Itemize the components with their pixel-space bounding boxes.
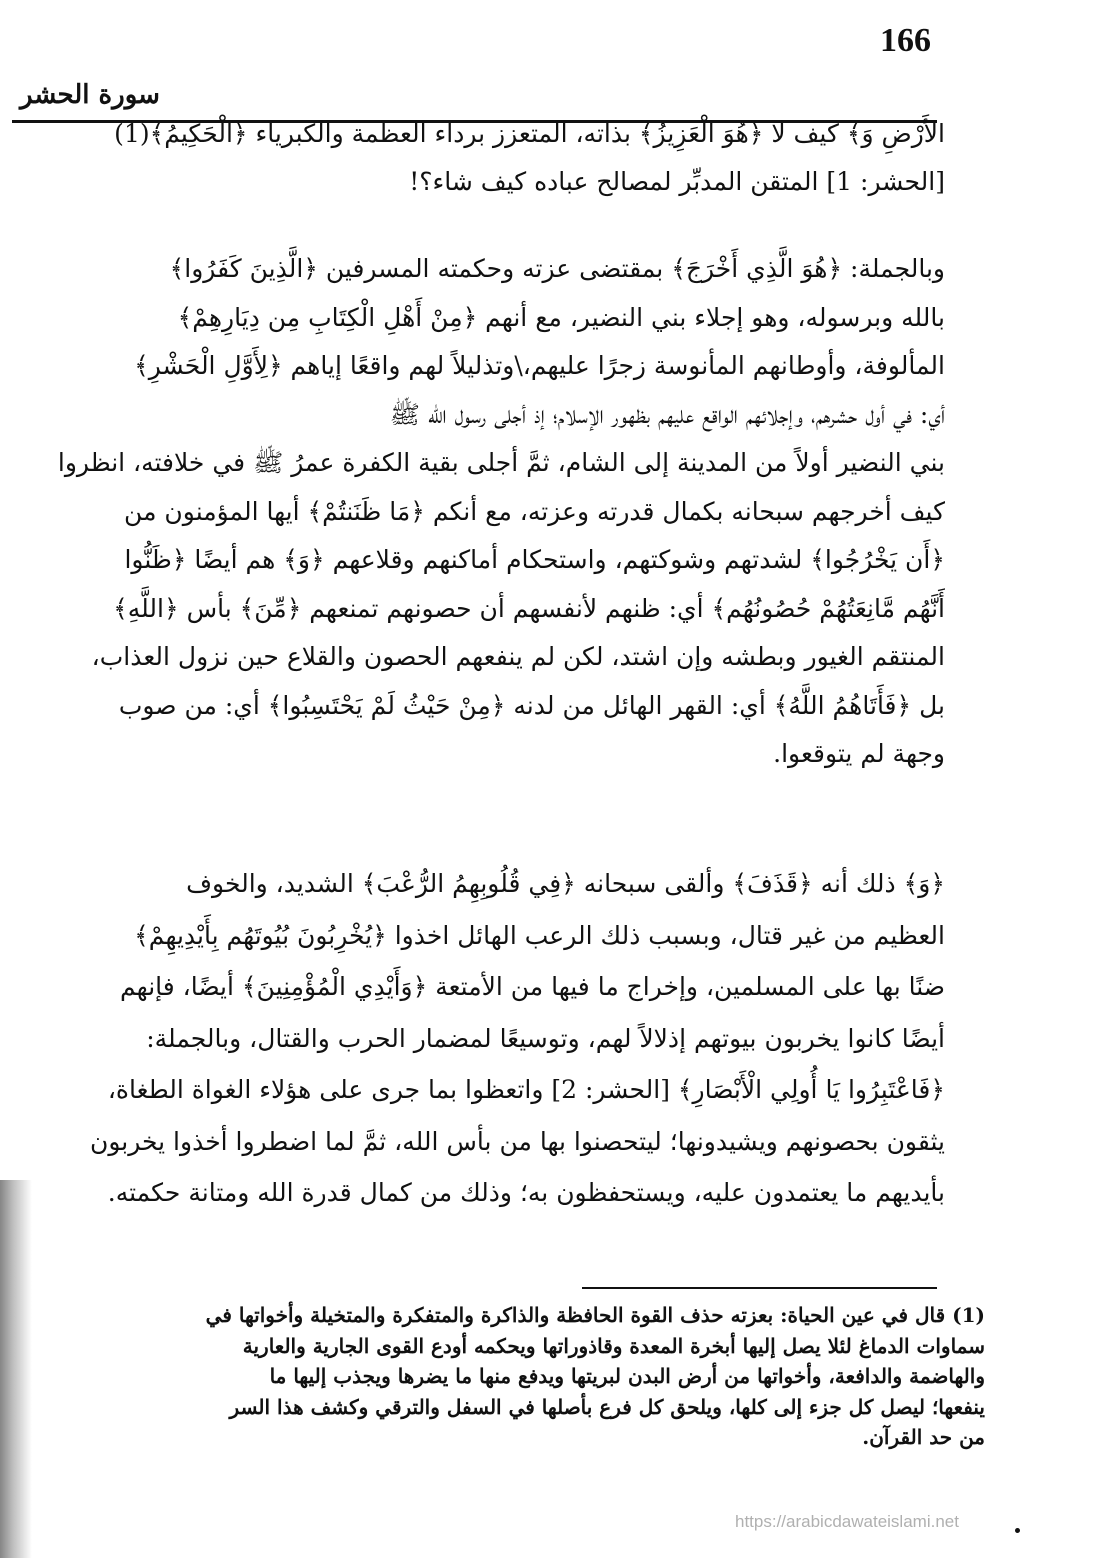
text-line: بني النضير أولاً من المدينة إلى الشام، ثمَّ أجلى بقية الكفرة عمرُ ﷺ في خلافته، انظروا [57, 448, 945, 477]
text-line: ﴿أَن يَخْرُجُوا﴾ لشدتهم وشوكتهم، واستحكام أماكنهم وقلاعهم ﴿وَ﴾ هم أيضًا ﴿ظَنُّوا [124, 545, 945, 574]
text-line: بأيديهم ما يعتمدون عليه، ويستحفظون به؛ وذلك من كمال قدرة الله ومتانة حكمته. [107, 1178, 945, 1207]
text-line: العظيم من غير قتال، وبسبب ذلك الرعب الهائل اخذوا ﴿يُخْرِبُونَ بُيُوتَهُم بِأَيْدِيهِمْ﴾ [134, 920, 945, 950]
text-line: يثقون بحصونهم ويشيدونها؛ ليتحصنوا بها من بأس الله، ثمَّ لما اضطروا أخذوا يخربون [89, 1126, 945, 1156]
text-line: الأَرْضِ وَ﴾ كيف لا ﴿هُوَ الْعَزِيزُ﴾ بذاته، المتعزز برداء العظمة والكبرياء ﴿الْحَكِيمُ﴾(1) [114, 119, 945, 148]
watermark-url: https://arabicdawateislami.net [735, 1512, 959, 1531]
text-line: ضنًا بها على المسلمين، وإخراج ما فيها من الأمتعة ﴿وَأَيْدِي الْمُؤْمِنِينَ﴾ أيضًا، فإنهم [120, 972, 945, 1001]
text-line: أي: في أول حشرهم، وإجلائهم الواقع عليهم بظهور الإسلام؛ إذ أجلى رسول الله ﷺ [389, 399, 945, 429]
paragraph-1 [20, 110, 945, 206]
footnote-line: سماوات الدماغ لئلا يصل إليها أبخرة المعدة وقاذوراتها ويحكمه أودع القوى الجارية والعارية [242, 1333, 985, 1358]
text-line: ﴿وَ﴾ ذلك أنه ﴿قَذَفَ﴾ وألقى سبحانه ﴿فِي قُلُوبِهِمُ الرُّعْبَ﴾ الشديد، والخوف [186, 869, 945, 898]
text-line: وجهة لم يتوقعوا. [773, 739, 945, 768]
footnote-separator [582, 1287, 937, 1289]
text-line: [الحشر: 1] المتقن المدبِّر لمصالح عباده كيف شاء؟! [409, 167, 945, 196]
text-line: المألوفة، وأوطانهم المأنوسة زجرًا عليهم،\وتذليلاً لهم واقعًا إياهم ﴿لِأَوَّلِ الْحَشْرِ﴾ [134, 351, 945, 380]
scan-speck [1015, 1528, 1020, 1533]
text-line: أَنَّهُم مَّانِعَتُهُمْ حُصُونُهُم﴾ أي: ظنهم لأنفسهم أن حصونهم تمنعهم ﴿مِّنَ﴾ بأس ﴿اللَّهِ﴾ [113, 593, 945, 623]
page-number: 166 [880, 22, 931, 59]
text-line: كيف أخرجهم سبحانه بكمال قدرته وعزته، مع أنكم ﴿مَا ظَنَنتُمْ﴾ أيها المؤمنون من [124, 496, 945, 526]
text-line: وبالجملة: ﴿هُوَ الَّذِي أَخْرَجَ﴾ بمقتضى عزته وحكمته المسرفين ﴿الَّذِينَ كَفَرُوا﴾ [169, 254, 945, 283]
footnote-line: (1) قال في عين الحياة: بعزته حذف القوة الحافظة والذاكرة والمتفكرة والمتخيلة وأخواتها في [205, 1303, 985, 1327]
text-line: بالله وبرسوله، وهو إجلاء بني النضير، مع أنهم ﴿مِنْ أَهْلِ الْكِتَابِ مِن دِيَارِهِمْ﴾ [177, 302, 945, 332]
text-line: أيضًا كانوا يخربون بيوتهم إذلالاً لهم، وتوسيعًا لمضمار الحرب والقتال، وبالجملة: [146, 1023, 945, 1053]
footnote-line: من حد القرآن. [862, 1425, 985, 1449]
footnote [55, 1300, 985, 1453]
text-line: بل ﴿فَأَتَاهُمُ اللَّهُ﴾ أي: القهر الهائل من لدنه ﴿مِنْ حَيْثُ لَمْ يَحْتَسِبُوا﴾ أي: من صوب [118, 690, 945, 720]
paragraph-3 [40, 858, 945, 1219]
scan-edge-shadow [0, 1180, 32, 1558]
footnote-line: ينفعها؛ ليصل كل جزء إلى كلها، ويلحق كل فرع بأصلها في السفل والترقي وكشف هذا السر [229, 1394, 985, 1419]
text-line: المنتقم الغيور وبطشه وإن اشتد، لكن لم ينفعهم الحصون والقلاع حين نزول العذاب، [91, 642, 945, 671]
text-line: ﴿فَاعْتَبِرُوا يَا أُولِي الْأَبْصَارِ﴾ [الحشر: 2] واتعظوا بما جرى على هؤلاء الغواة الطغاة، [107, 1075, 945, 1104]
running-head-surah-title: سورة الحشر [20, 80, 160, 110]
footnote-line: والهاضمة والدافعة، وأخواتها من أرض البدن لبريتها ويدفع منها ما يضرها ويجذب إليها ما [269, 1364, 985, 1388]
paragraph-2 [25, 245, 945, 779]
